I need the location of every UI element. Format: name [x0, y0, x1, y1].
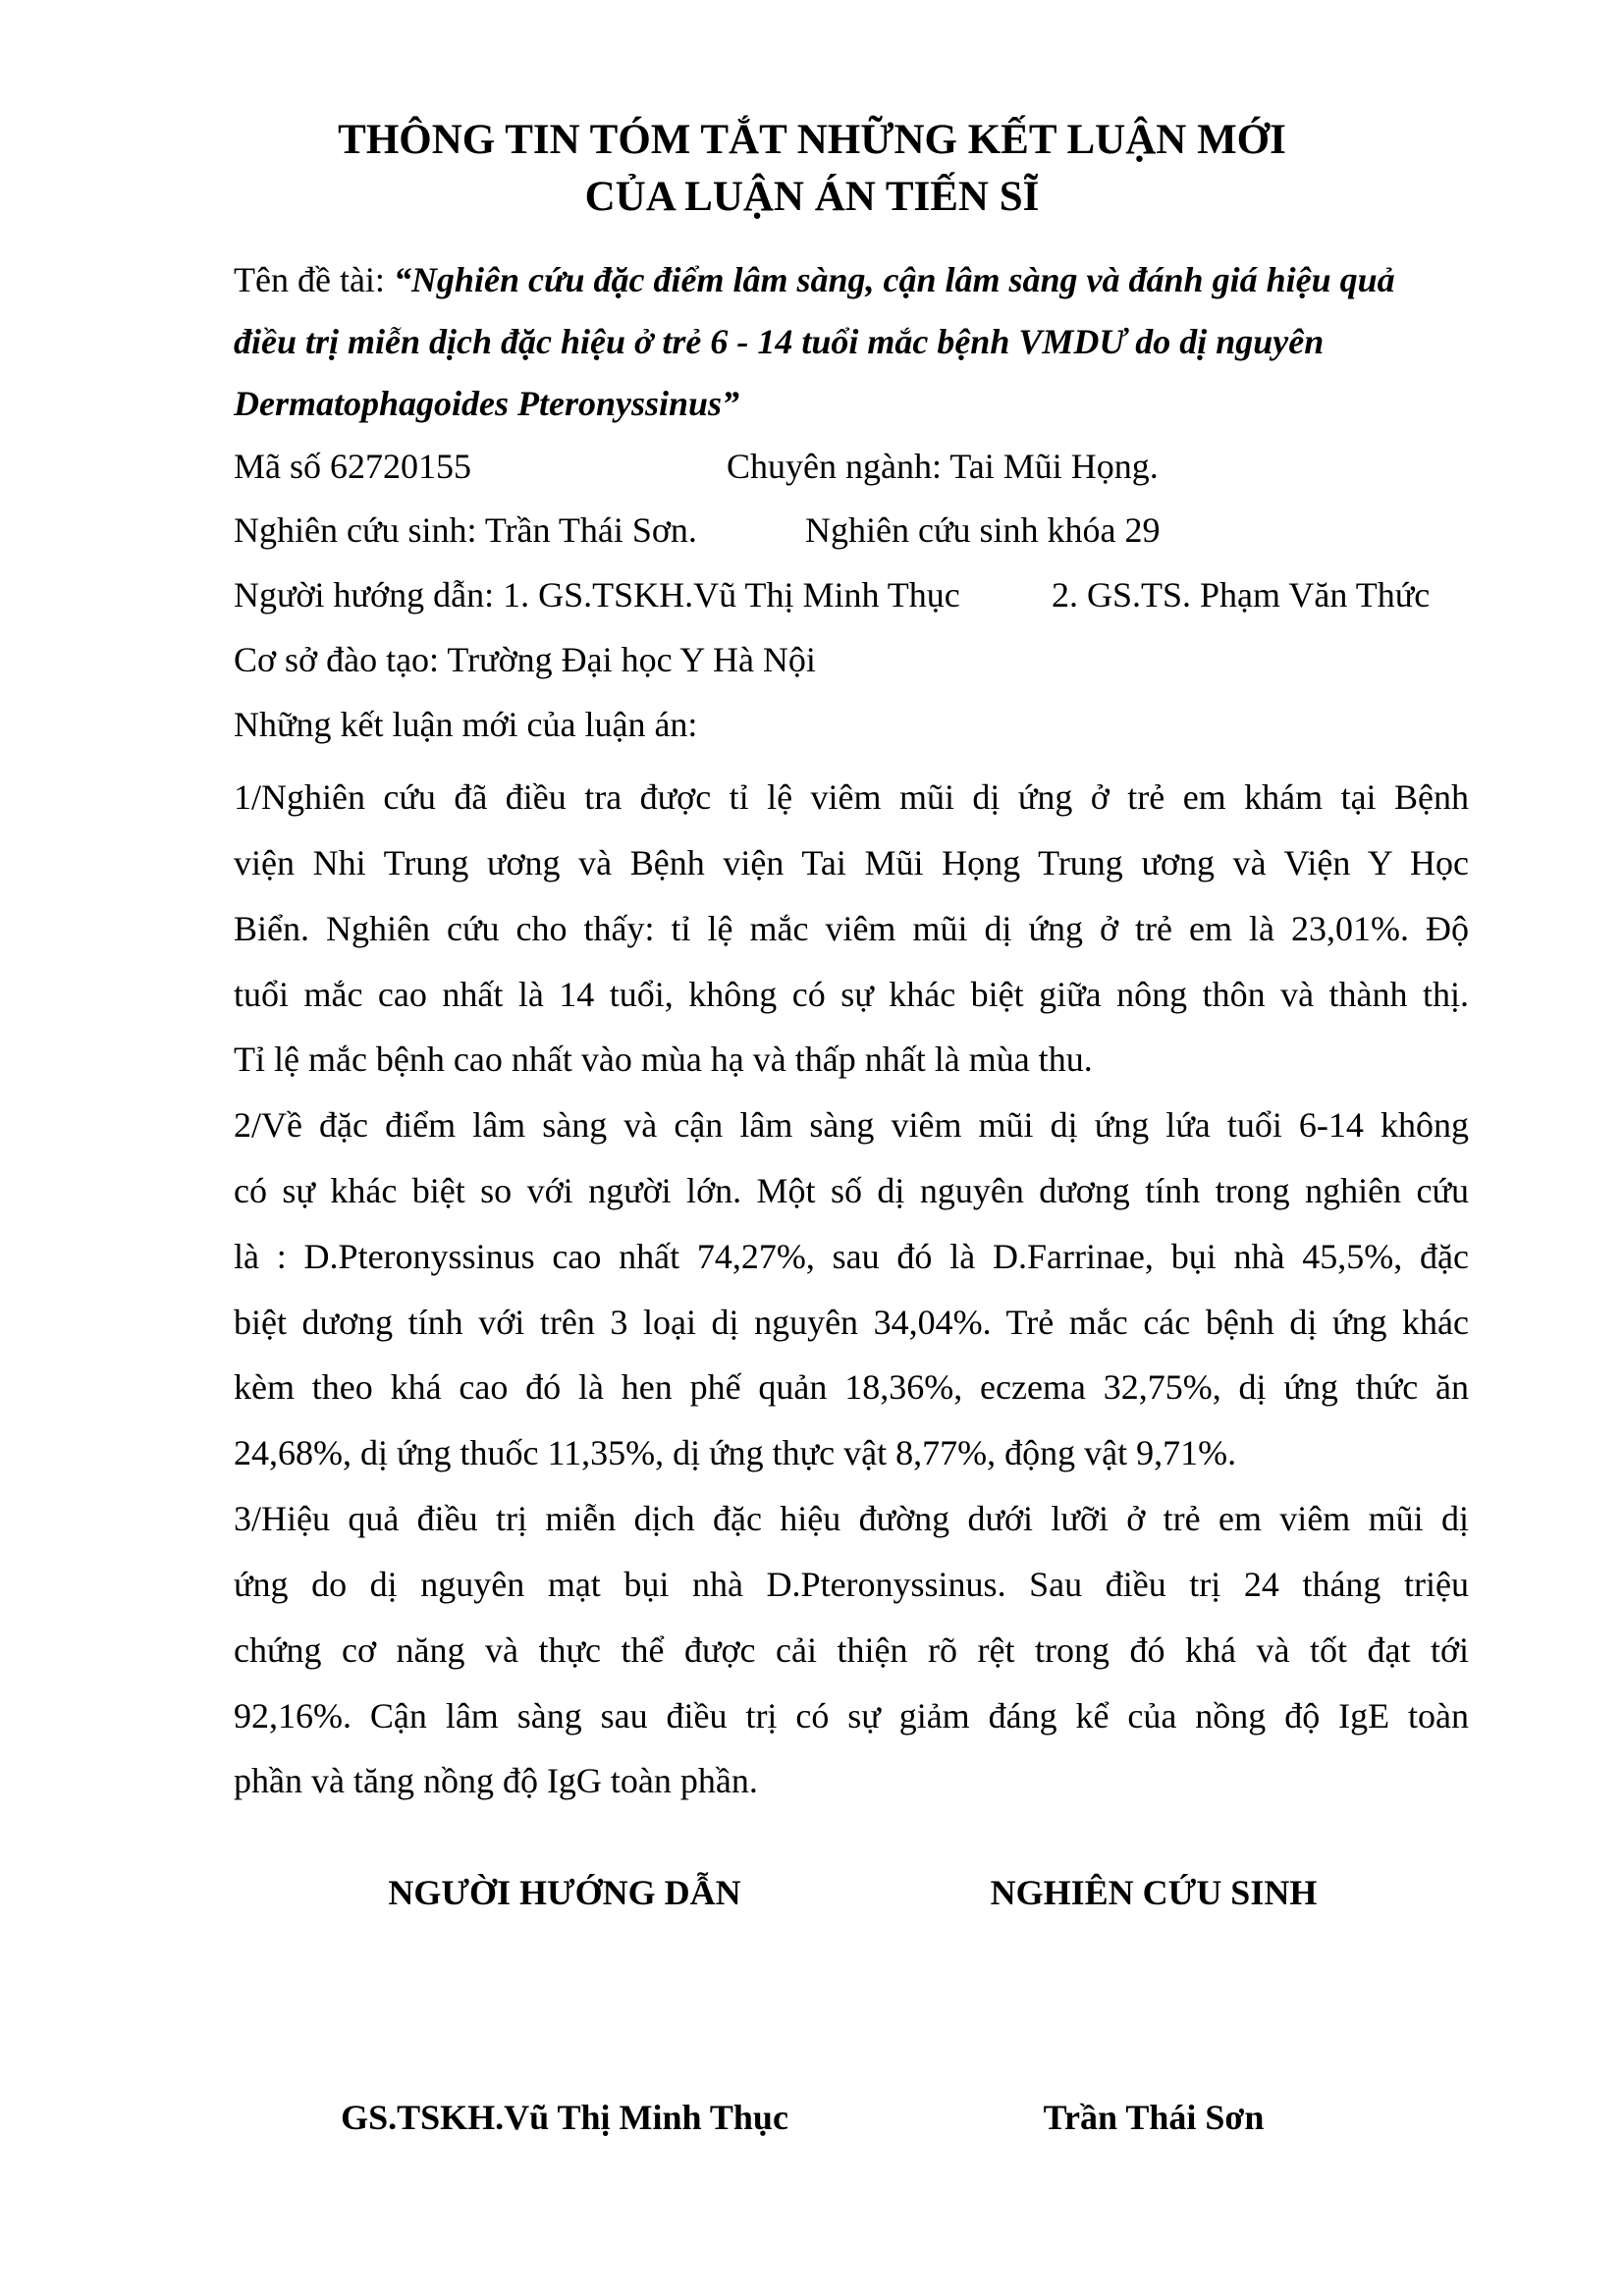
document-title-line-2: CỦA LUẬN ÁN TIẾN SĨ — [584, 174, 1040, 220]
conclusion-2-line-1: 2/Về đặc điểm lâm sàng và cận lâm sàng viêm mũi dị ứng lứa tuổi 6-14 không — [234, 1105, 1469, 1145]
topic-line-2: điều trị miễn dịch đặc hiệu ở trẻ 6 - 14 tuổi mắc bệnh VMDƯ do dị nguyên — [234, 322, 1325, 361]
thesis-code: Mã số 62720155 — [234, 447, 471, 486]
topic-line-1 — [234, 258, 1395, 301]
advisors-line — [234, 573, 960, 616]
student-cohort: Nghiên cứu sinh khóa 29 — [805, 510, 1161, 550]
student-signature-name: Trần Thái Sơn — [1043, 2098, 1265, 2137]
student-signature-title: NGHIÊN CỨU SINH — [990, 1873, 1318, 1912]
document-title-line-1: THÔNG TIN TÓM TẮT NHỮNG KẾT LUẬN MỚI — [338, 117, 1286, 163]
conclusion-2-line-3: là : D.Pteronyssinus cao nhất 74,27%, sau đó là D.Farrinae, bụi nhà 45,5%, đặc — [234, 1237, 1469, 1276]
topic-text: “Nghiên cứu đặc điểm lâm sàng, cận lâm sàng và đánh giá hiệu quả — [393, 260, 1395, 299]
advisor-1: 1. GS.TSKH.Vũ Thị Minh Thục — [503, 575, 960, 614]
topic-line-3: Dermatophagoides Pteronyssinus” — [234, 384, 740, 423]
conclusion-1-line-2: viện Nhi Trung ương và Bệnh viện Tai Mũi Họng Trung ương và Viện Y Học — [234, 843, 1469, 882]
conclusion-3-line-3: chứng cơ năng và thực thể được cải thiện rõ rệt trong đó khá và tốt đạt tới — [234, 1630, 1469, 1670]
specialty: Chuyên ngành: Tai Mũi Họng. — [727, 447, 1159, 486]
conclusion-2-line-2: có sự khác biệt so với người lớn. Một số dị nguyên dương tính trong nghiên cứu — [234, 1171, 1469, 1210]
conclusion-1-line-4: tuổi mắc cao nhất là 14 tuổi, không có sự khác biệt giữa nông thôn và thành thị. — [234, 975, 1469, 1014]
conclusion-3-line-1: 3/Hiệu quả điều trị miễn dịch đặc hiệu đường dưới lưỡi ở trẻ em viêm mũi dị — [234, 1499, 1469, 1538]
conclusion-3-line-2: ứng do dị nguyên mạt bụi nhà D.Pteronyssinus. Sau điều trị 24 tháng triệu — [234, 1565, 1469, 1604]
conclusion-1-line-5: Tỉ lệ mắc bệnh cao nhất vào mùa hạ và thấp nhất là mùa thu. — [234, 1040, 1093, 1079]
advisor-signature-title: NGƯỜI HƯỚNG DẪN — [388, 1873, 741, 1912]
conclusions-heading: Những kết luận mới của luận án: — [234, 705, 698, 744]
advisors-label: Người hướng dẫn: — [234, 575, 504, 614]
advisor-signature-name: GS.TSKH.Vũ Thị Minh Thục — [341, 2098, 788, 2137]
topic-label: Tên đề tài: — [234, 260, 394, 299]
conclusion-2-line-5: kèm theo khá cao đó là hen phế quản 18,36%, eczema 32,75%, dị ứng thức ăn — [234, 1367, 1469, 1407]
conclusion-1-line-3: Biển. Nghiên cứu cho thấy: tỉ lệ mắc viêm mũi dị ứng ở trẻ em là 23,01%. Độ — [234, 909, 1469, 948]
conclusion-2-line-4: biệt dương tính với trên 3 loại dị nguyên 34,04%. Trẻ mắc các bệnh dị ứng khác — [234, 1303, 1469, 1342]
conclusion-3-line-5: phần và tăng nồng độ IgG toàn phần. — [234, 1761, 758, 1800]
advisor-2: 2. GS.TS. Phạm Văn Thức — [1052, 575, 1431, 614]
conclusion-3-line-4: 92,16%. Cận lâm sàng sau điều trị có sự giảm đáng kể của nồng độ IgE toàn — [234, 1696, 1469, 1735]
student-name: Nghiên cứu sinh: Trần Thái Sơn. — [234, 510, 697, 550]
conclusion-2-line-6: 24,68%, dị ứng thuốc 11,35%, dị ứng thực vật 8,77%, động vật 9,71%. — [234, 1433, 1237, 1472]
institution: Cơ sở đào tạo: Trường Đại học Y Hà Nội — [234, 640, 816, 679]
conclusion-1-line-1: 1/Nghiên cứu đã điều tra được tỉ lệ viêm mũi dị ứng ở trẻ em khám tại Bệnh — [234, 777, 1469, 817]
